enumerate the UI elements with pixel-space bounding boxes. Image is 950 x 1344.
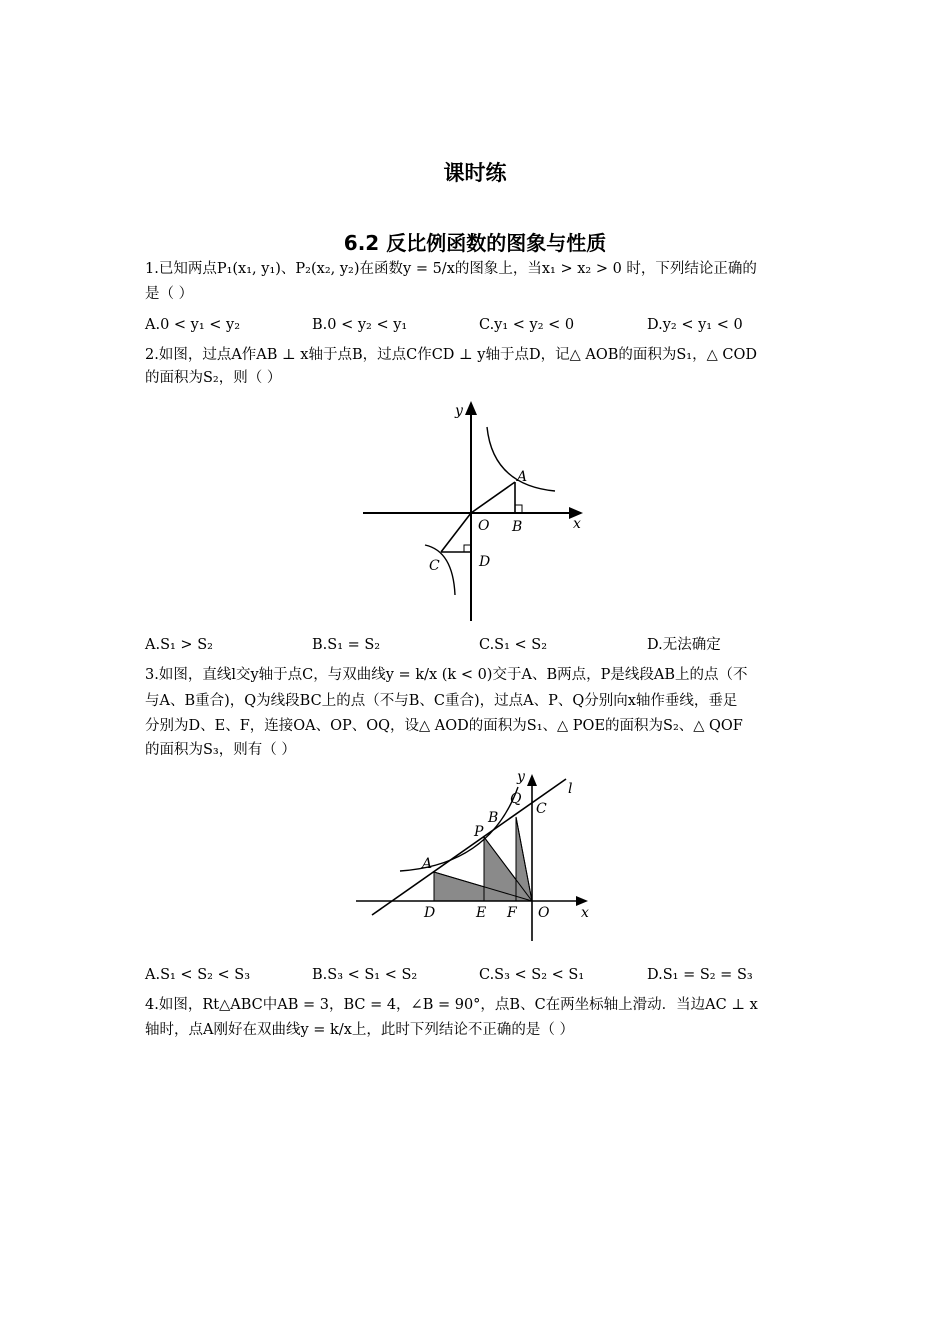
q2-label-a: A (517, 469, 528, 485)
q2-label-d: D (479, 554, 491, 570)
q3-y-arrow (527, 774, 537, 786)
q3-label-p: P (474, 824, 484, 840)
q3-label-c: C (536, 801, 547, 817)
q2-option-c: C.S₁ < S₂ (479, 637, 548, 653)
q3-label-y: y (517, 769, 525, 785)
q3-label-x: x (581, 905, 589, 921)
q3-label-q: Q (510, 791, 522, 807)
q3-figure (350, 765, 600, 945)
q4-text-line2: 轴时，点A刚好在双曲线y = k/x上，此时下列结论不正确的是（ ） (145, 1022, 574, 1038)
q2-label-y: y (455, 403, 463, 419)
q3-label-l: l (568, 781, 573, 797)
q1-option-a: A.0 < y₁ < y₂ (145, 317, 241, 333)
q2-option-a: A.S₁ > S₂ (145, 637, 213, 653)
q2-text-line1: 2.如图，过点A作AB ⊥ x轴于点B，过点C作CD ⊥ y轴于点D，记△ AOB的面积为S₁，△ COD (145, 347, 757, 363)
q3-text-line4: 的面积为S₃，则有（ ） (145, 742, 296, 758)
q3-label-o: O (538, 905, 550, 921)
q2-segment-oa (471, 482, 515, 513)
q3-label-d: D (424, 905, 436, 921)
q1-option-b: B.0 < y₂ < y₁ (312, 317, 408, 333)
q2-figure (355, 395, 595, 625)
q3-option-a: A.S₁ < S₂ < S₃ (145, 967, 251, 983)
q1-text-line1: 1.已知两点P₁(x₁, y₁)、P₂(x₂, y₂)在函数y = 5/x的图象上，当x₁ > x₂ > 0 时，下列结论正确的 (145, 261, 757, 277)
section-title: 6.2 反比例函数的图象与性质 (343, 231, 607, 255)
q3-option-b: B.S₃ < S₁ < S₂ (312, 967, 418, 983)
q3-text-line3: 分别为D、E、F，连接OA、OP、OQ，设△ AOD的面积为S₁、△ POE的面积为S₂、△ QOF (145, 718, 743, 734)
q1-option-d: D.y₂ < y₁ < 0 (647, 317, 743, 333)
q2-y-arrow (465, 401, 477, 415)
q2-option-d: D.无法确定 (647, 637, 721, 653)
q3-text-line2: 与A、B重合)，Q为线段BC上的点（不与B、C重合)，过点A、P、Q分别向x轴作垂线，垂足 (145, 693, 738, 709)
q3-label-a: A (422, 856, 433, 872)
q4-text-line1: 4.如图，Rt△ABC中AB = 3，BC = 4，∠B = 90°，点B、C在两坐标轴上滑动．当边AC ⊥ x (145, 997, 758, 1013)
q3-option-d: D.S₁ = S₂ = S₃ (647, 967, 753, 983)
q2-right-angle-b (515, 505, 522, 513)
q3-option-c: C.S₃ < S₂ < S₁ (479, 967, 585, 983)
q2-label-b: B (512, 519, 523, 535)
q1-option-c: C.y₁ < y₂ < 0 (479, 317, 575, 333)
q3-text-line1: 3.如图，直线l交y轴于点C，与双曲线y = k/x (k < 0)交于A、B两点，P是线段AB上的点（不 (145, 667, 748, 683)
page-title: 课时练 (443, 161, 507, 185)
q2-segment-oc (441, 513, 471, 552)
q3-label-f: F (507, 905, 517, 921)
q2-text-line2: 的面积为S₂，则（ ） (145, 370, 282, 386)
q2-label-c: C (429, 558, 440, 574)
q1-text-line2: 是（ ） (145, 286, 194, 302)
q2-label-x: x (573, 516, 581, 532)
q3-label-e: E (476, 905, 487, 921)
q2-option-b: B.S₁ = S₂ (312, 637, 381, 653)
q2-label-o: O (478, 518, 490, 534)
q3-label-b: B (488, 810, 499, 826)
q2-right-angle-d (464, 545, 471, 552)
